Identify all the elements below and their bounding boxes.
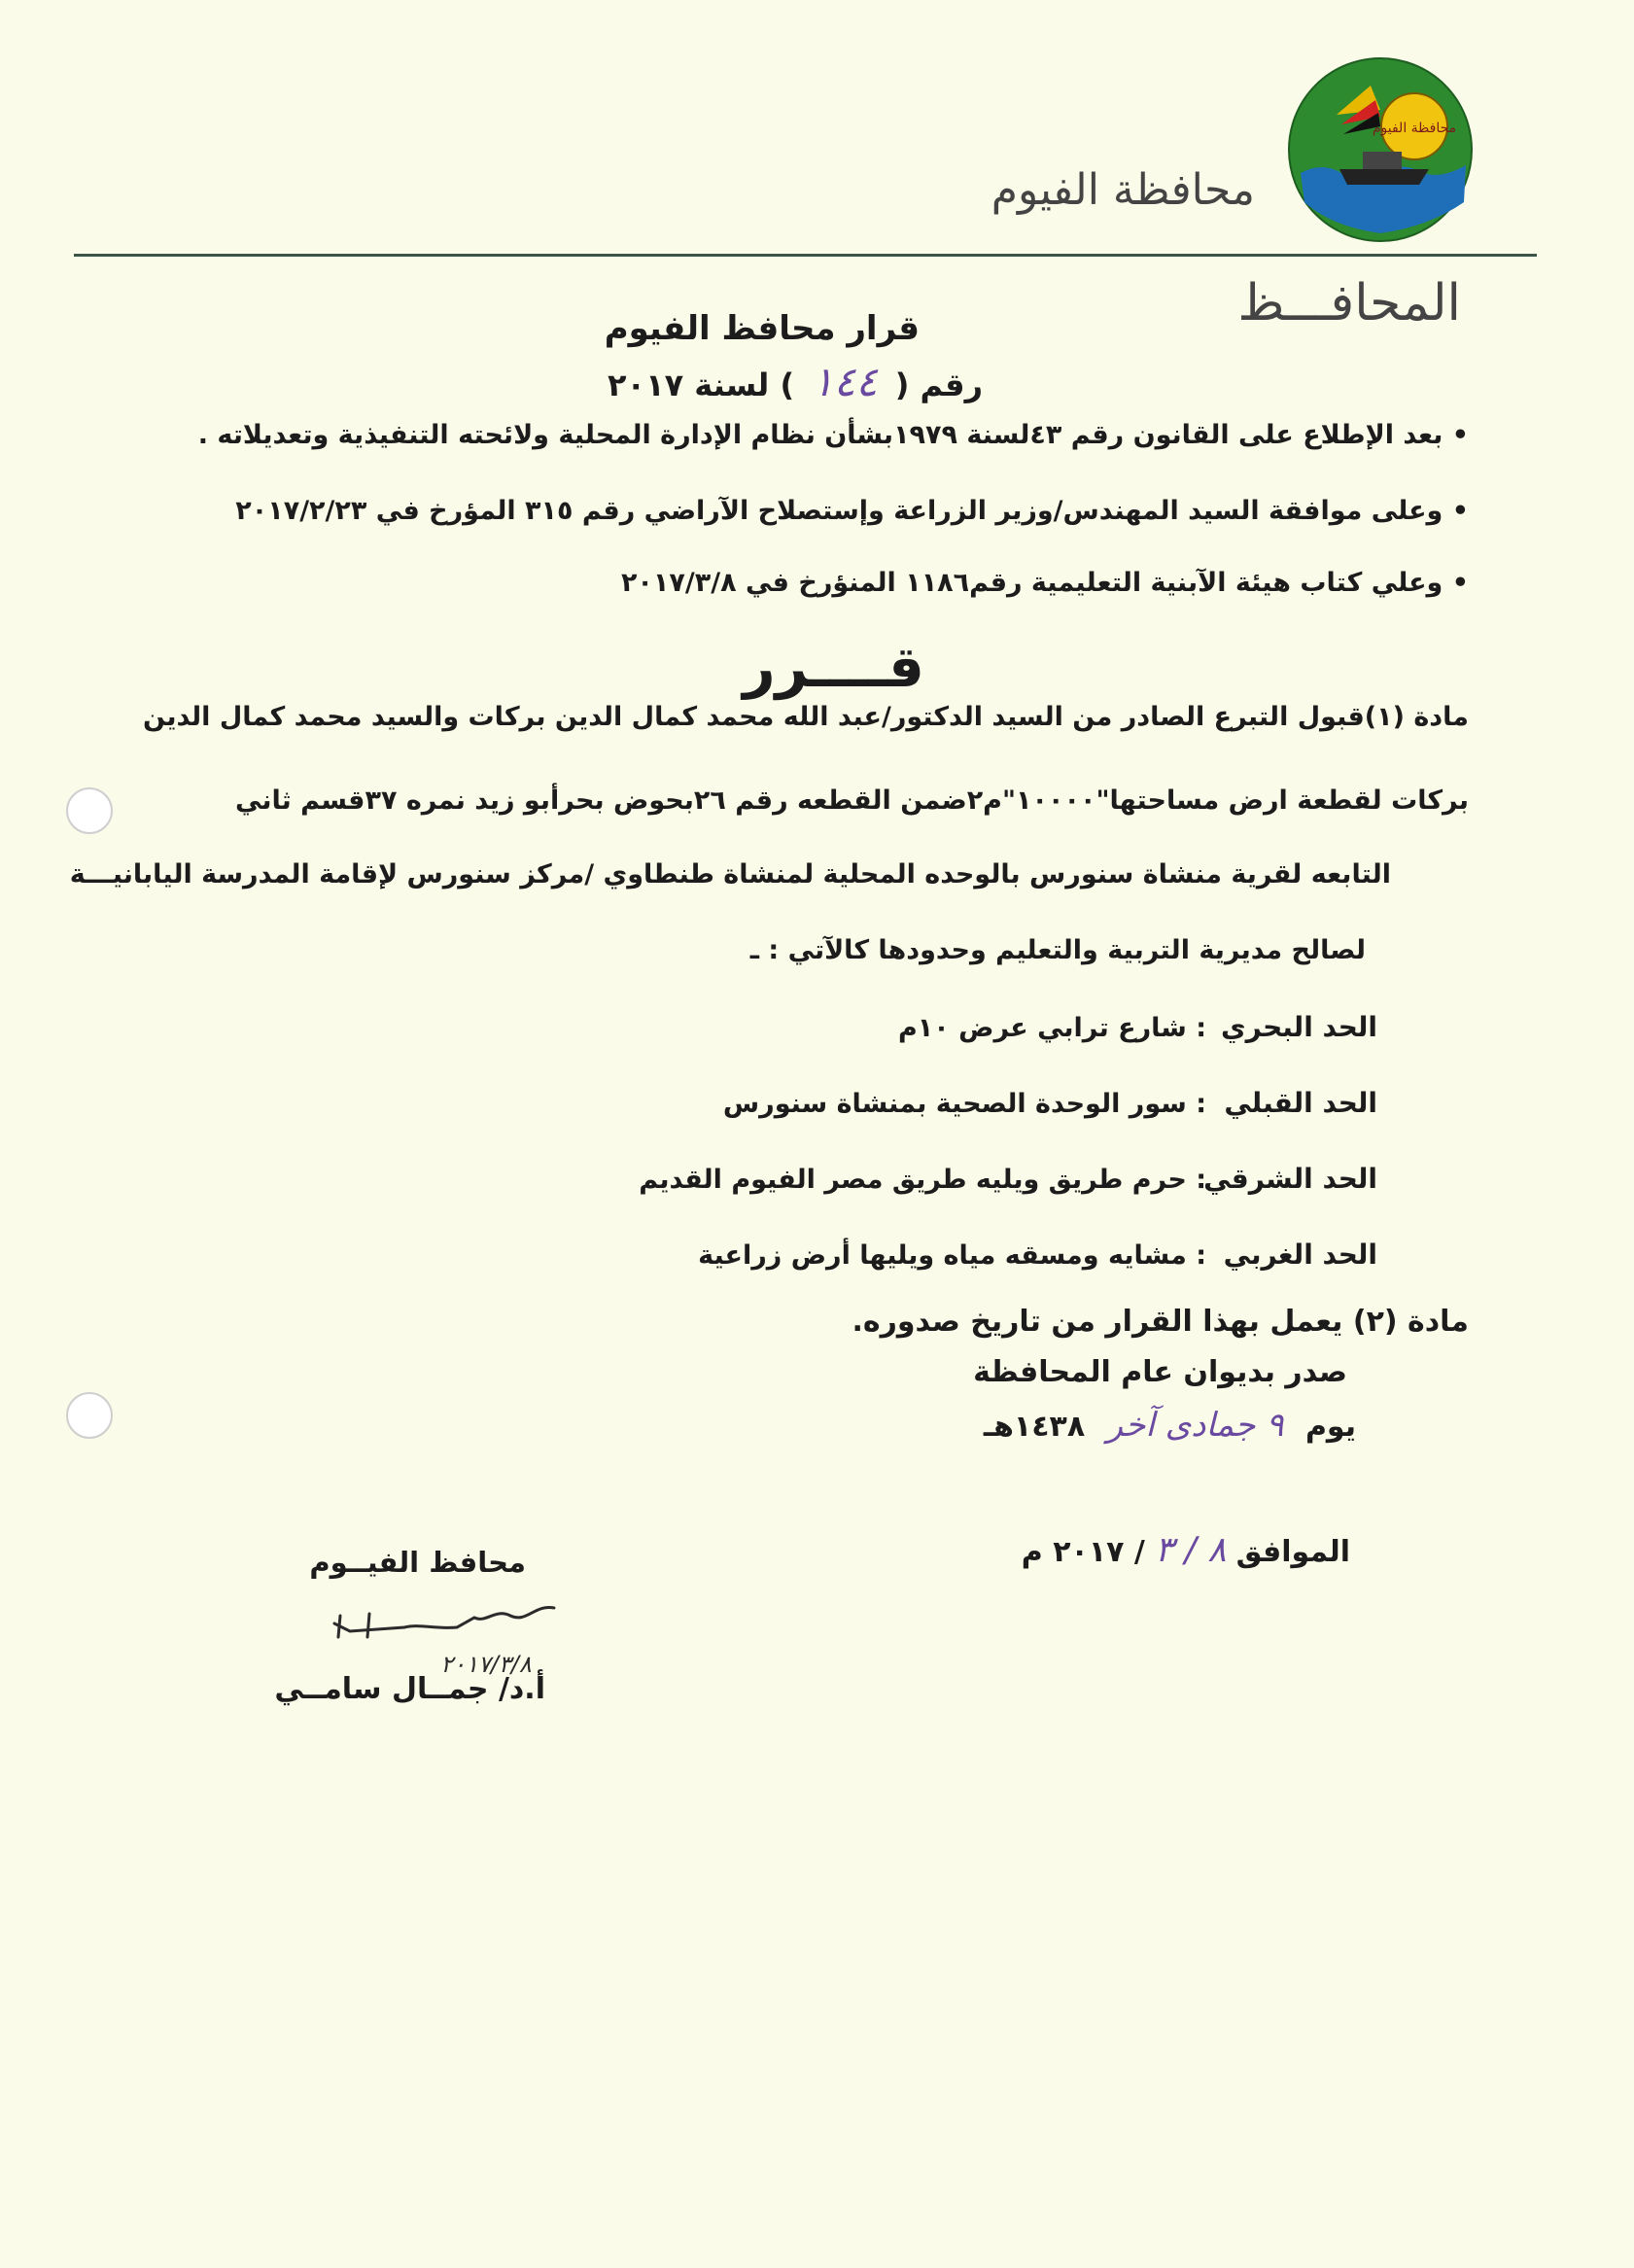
punch-hole-top xyxy=(66,787,113,834)
governorate-logo xyxy=(1283,56,1478,243)
boundary-name: الحد الشرقي xyxy=(1203,1163,1377,1195)
hijri-date-handwritten: ٩ جمادى آخر xyxy=(1106,1406,1284,1445)
logo-text: محافظة الفيوم xyxy=(1372,121,1457,136)
governorate-name: محافظة الفيوم xyxy=(991,165,1255,215)
gregorian-year: / ٢٠١٧ م xyxy=(1021,1535,1145,1569)
signatory-title: محافظ الفيــوم xyxy=(309,1546,526,1579)
office-title: المحافـــظ xyxy=(1237,274,1461,332)
day-label: يوم xyxy=(1304,1410,1356,1444)
article1-line: لصالح مديرية التربية والتعليم وحدودها كالآتي : ـ xyxy=(749,935,1366,965)
article1-line: بركات لقطعة ارض مساحتها"١٠٠٠٠"م٢ضمن القطعه رقم ٢٦بحوض بحرأبو زيد نمره ٣٧قسم ثاني xyxy=(235,785,1469,816)
boundary-value: : شارع ترابي عرض ١٠م xyxy=(897,1013,1206,1043)
handwritten-signature xyxy=(311,1594,574,1682)
hijri-date xyxy=(984,1406,1356,1445)
decree-number-handwritten: ١٤٤ xyxy=(812,358,878,405)
article1-line: مادة (١)قبول التبرع الصادر من السيد الدكتور/عبد الله محمد كمال الدين بركات والسيد محمد كمال الدين xyxy=(143,702,1469,732)
decree-number-suffix: ) لسنة ٢٠١٧ xyxy=(608,366,795,403)
preamble-line: • بعد الإطلاع على القانون رقم ٤٣لسنة ١٩٧٩بشأن نظام الإدارة المحلية ولائحته التنفيذية وتعديلاته . xyxy=(197,420,1469,450)
boundary-name: الحد الغربي xyxy=(1223,1239,1377,1271)
decided-heading: قــــرر xyxy=(743,634,924,700)
signature-date: ٢٠١٧/٣/٨ xyxy=(440,1651,532,1678)
gregorian-date-handwritten: ٨ / ٣ xyxy=(1154,1530,1227,1570)
boundary-value: : حرم طريق ويليه طريق مصر الفيوم القديم xyxy=(639,1165,1206,1195)
hijri-year: ١٤٣٨هـ xyxy=(983,1410,1086,1444)
article1-line: التابعه لقرية منشاة سنورس بالوحده المحلية لمنشاة طنطاوي /مركز سنورس لإقامة المدرسة اليابانيـــة xyxy=(69,859,1391,890)
boundary-name: الحد القبلي xyxy=(1224,1087,1377,1119)
decree-title: قرار محافظ الفيوم xyxy=(604,309,920,348)
gregorian-date xyxy=(1022,1530,1350,1570)
boundary-value: : مشايه ومسقه مياه ويليها أرض زراعية xyxy=(698,1240,1206,1271)
preamble-line: • وعلي كتاب هيئة الآبنية التعليمية رقم١١٨٦ المنؤرخ في ٢٠١٧/٣/٨ xyxy=(620,568,1469,598)
preamble-line: • وعلى موافقة السيد المهندس/وزير الزراعة وإستصلاح الآراضي رقم ٣١٥ المؤرخ في ٢٠١٧/٢/٢٣ xyxy=(235,496,1469,526)
decree-number-prefix: رقم ( xyxy=(894,366,983,403)
corresponding-label: الموافق xyxy=(1235,1535,1350,1569)
article2: مادة (٢) يعمل بهذا القرار من تاريخ صدوره. xyxy=(852,1305,1469,1339)
boundary-name: الحد البحري xyxy=(1220,1011,1377,1043)
signatory-name: أ.د/ جمــال سامــي xyxy=(274,1672,545,1706)
boundary-value: : سور الوحدة الصحية بمنشاة سنورس xyxy=(722,1089,1206,1119)
punch-hole-bottom xyxy=(66,1392,113,1439)
header-rule xyxy=(74,254,1537,257)
issued-at: صدر بديوان عام المحافظة xyxy=(973,1355,1347,1389)
decree-number xyxy=(608,358,983,405)
